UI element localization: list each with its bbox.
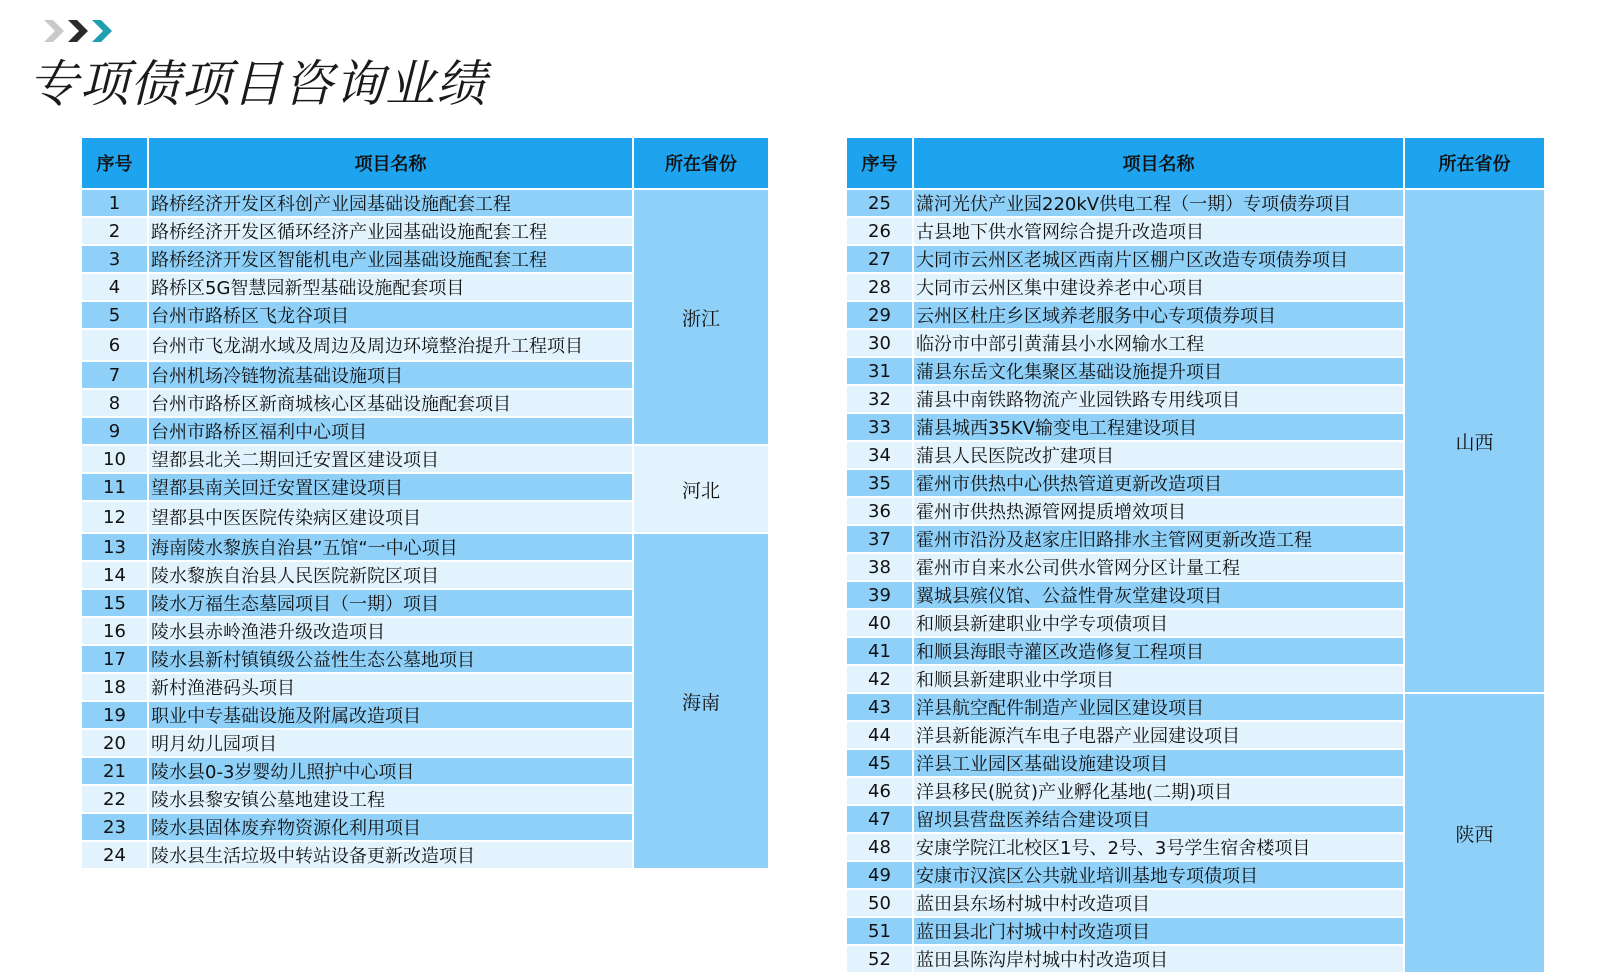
chevron-arrows-icon: [44, 20, 120, 42]
header-num: 序号: [847, 138, 913, 189]
header-name: 项目名称: [148, 138, 633, 189]
row-number: 33: [847, 413, 913, 441]
project-name: 陵水县固体废弃物资源化利用项目: [148, 813, 633, 841]
row-number: 39: [847, 581, 913, 609]
row-number: 41: [847, 637, 913, 665]
header-name: 项目名称: [913, 138, 1404, 189]
row-number: 21: [82, 757, 148, 785]
row-number: 38: [847, 553, 913, 581]
project-name: 望都县北关二期回迁安置区建设项目: [148, 445, 633, 473]
row-number: 32: [847, 385, 913, 413]
project-name: 路桥区5G智慧园新型基础设施配套项目: [148, 273, 633, 301]
row-number: 29: [847, 301, 913, 329]
project-name: 临汾市中部引黄蒲县小水网输水工程: [913, 329, 1404, 357]
row-number: 22: [82, 785, 148, 813]
project-name: 蓝田县东场村城中村改造项目: [913, 889, 1404, 917]
row-number: 9: [82, 417, 148, 445]
row-number: 34: [847, 441, 913, 469]
row-number: 2: [82, 217, 148, 245]
row-number: 7: [82, 361, 148, 389]
table-header-row: [82, 138, 768, 189]
project-name: 陵水县黎安镇公墓地建设工程: [148, 785, 633, 813]
row-number: 11: [82, 473, 148, 501]
row-number: 17: [82, 645, 148, 673]
row-number: 31: [847, 357, 913, 385]
project-name: 陵水黎族自治县人民医院新院区项目: [148, 561, 633, 589]
table-row: [82, 533, 768, 561]
project-name: 和顺县新建职业中学项目: [913, 665, 1404, 693]
project-name: 霍州市沿汾及赵家庄旧路排水主管网更新改造工程: [913, 525, 1404, 553]
row-number: 36: [847, 497, 913, 525]
row-number: 14: [82, 561, 148, 589]
row-number: 1: [82, 189, 148, 217]
project-name: 蒲县人民医院改扩建项目: [913, 441, 1404, 469]
project-name: 台州市路桥区福利中心项目: [148, 417, 633, 445]
table-row: [82, 189, 768, 217]
project-name: 潇河光伏产业园220kV供电工程（一期）专项债券项目: [913, 189, 1404, 217]
project-name: 路桥经济开发区循环经济产业园基础设施配套工程: [148, 217, 633, 245]
project-name: 大同市云州区集中建设养老中心项目: [913, 273, 1404, 301]
row-number: 42: [847, 665, 913, 693]
table-row: [82, 445, 768, 473]
province-cell: 山西: [1404, 189, 1544, 693]
table-row: [847, 189, 1544, 217]
row-number: 12: [82, 501, 148, 533]
row-number: 35: [847, 469, 913, 497]
project-name: 洋县工业园区基础设施建设项目: [913, 749, 1404, 777]
row-number: 23: [82, 813, 148, 841]
project-name: 蓝田县北门村城中村改造项目: [913, 917, 1404, 945]
row-number: 10: [82, 445, 148, 473]
province-cell: 河北: [633, 445, 768, 533]
row-number: 27: [847, 245, 913, 273]
row-number: 51: [847, 917, 913, 945]
row-number: 44: [847, 721, 913, 749]
header-num: 序号: [82, 138, 148, 189]
project-name: 蒲县中南铁路物流产业园铁路专用线项目: [913, 385, 1404, 413]
project-name: 古县地下供水管网综合提升改造项目: [913, 217, 1404, 245]
project-name: 望都县南关回迁安置区建设项目: [148, 473, 633, 501]
project-name: 霍州市自来水公司供水管网分区计量工程: [913, 553, 1404, 581]
project-name: 陵水县0-3岁婴幼儿照护中心项目: [148, 757, 633, 785]
projects-table-right: [847, 138, 1544, 974]
row-number: 15: [82, 589, 148, 617]
row-number: 50: [847, 889, 913, 917]
project-name: 蓝田县陈沟岸村城中村改造项目: [913, 945, 1404, 973]
project-name: 霍州市供热中心供热管道更新改造项目: [913, 469, 1404, 497]
project-name: 霍州市供热热源管网提质增效项目: [913, 497, 1404, 525]
row-number: 3: [82, 245, 148, 273]
row-number: 8: [82, 389, 148, 417]
project-name: 台州机场冷链物流基础设施项目: [148, 361, 633, 389]
header-province: 所在省份: [1404, 138, 1544, 189]
project-name: 台州市路桥区飞龙谷项目: [148, 301, 633, 329]
project-name: 新村渔港码头项目: [148, 673, 633, 701]
project-name: 路桥经济开发区科创产业园基础设施配套工程: [148, 189, 633, 217]
row-number: 43: [847, 693, 913, 721]
project-name: 陵水县新村镇镇级公益性生态公墓地项目: [148, 645, 633, 673]
row-number: 46: [847, 777, 913, 805]
row-number: 24: [82, 841, 148, 869]
project-name: 安康学院江北校区1号、2号、3号学生宿舍楼项目: [913, 833, 1404, 861]
project-name: 望都县中医医院传染病区建设项目: [148, 501, 633, 533]
projects-table-left: [82, 138, 768, 870]
project-name: 路桥经济开发区智能机电产业园基础设施配套工程: [148, 245, 633, 273]
row-number: 40: [847, 609, 913, 637]
row-number: 16: [82, 617, 148, 645]
row-number: 48: [847, 833, 913, 861]
row-number: 13: [82, 533, 148, 561]
project-name: 台州市路桥区新商城核心区基础设施配套项目: [148, 389, 633, 417]
table-header-row: [847, 138, 1544, 189]
project-name: 安康市汉滨区公共就业培训基地专项债项目: [913, 861, 1404, 889]
row-number: 20: [82, 729, 148, 757]
project-name: 洋县航空配件制造产业园区建设项目: [913, 693, 1404, 721]
project-name: 洋县移民(脱贫)产业孵化基地(二期)项目: [913, 777, 1404, 805]
row-number: 49: [847, 861, 913, 889]
project-name: 职业中专基础设施及附属改造项目: [148, 701, 633, 729]
project-name: 陵水县生活垃圾中转站设备更新改造项目: [148, 841, 633, 869]
province-cell: 海南: [633, 533, 768, 869]
project-name: 台州市飞龙湖水域及周边及周边环境整治提升工程项目: [148, 329, 633, 361]
project-name: 蒲县东岳文化集聚区基础设施提升项目: [913, 357, 1404, 385]
project-name: 陵水万福生态墓园项目（一期）项目: [148, 589, 633, 617]
row-number: 6: [82, 329, 148, 361]
project-name: 云州区杜庄乡区域养老服务中心专项债券项目: [913, 301, 1404, 329]
province-cell: 陕西: [1404, 693, 1544, 973]
table-row: [847, 693, 1544, 721]
row-number: 45: [847, 749, 913, 777]
project-name: 洋县新能源汽车电子电器产业园建设项目: [913, 721, 1404, 749]
row-number: 52: [847, 945, 913, 973]
project-name: 陵水县赤岭渔港升级改造项目: [148, 617, 633, 645]
row-number: 37: [847, 525, 913, 553]
province-cell: 浙江: [633, 189, 768, 445]
project-name: 明月幼儿园项目: [148, 729, 633, 757]
project-name: 蒲县城西35KV输变电工程建设项目: [913, 413, 1404, 441]
row-number: 28: [847, 273, 913, 301]
project-name: 和顺县新建职业中学专项债项目: [913, 609, 1404, 637]
row-number: 47: [847, 805, 913, 833]
project-name: 翼城县殡仪馆、公益性骨灰堂建设项目: [913, 581, 1404, 609]
project-name: 海南陵水黎族自治县”五馆“一中心项目: [148, 533, 633, 561]
project-name: 大同市云州区老城区西南片区棚户区改造专项债券项目: [913, 245, 1404, 273]
row-number: 4: [82, 273, 148, 301]
row-number: 5: [82, 301, 148, 329]
row-number: 26: [847, 217, 913, 245]
page-title: 专项债项目咨询业绩: [28, 55, 487, 113]
row-number: 18: [82, 673, 148, 701]
row-number: 30: [847, 329, 913, 357]
row-number: 19: [82, 701, 148, 729]
row-number: 25: [847, 189, 913, 217]
project-name: 和顺县海眼寺灌区改造修复工程项目: [913, 637, 1404, 665]
project-name: 留坝县营盘医养结合建设项目: [913, 805, 1404, 833]
header-province: 所在省份: [633, 138, 768, 189]
